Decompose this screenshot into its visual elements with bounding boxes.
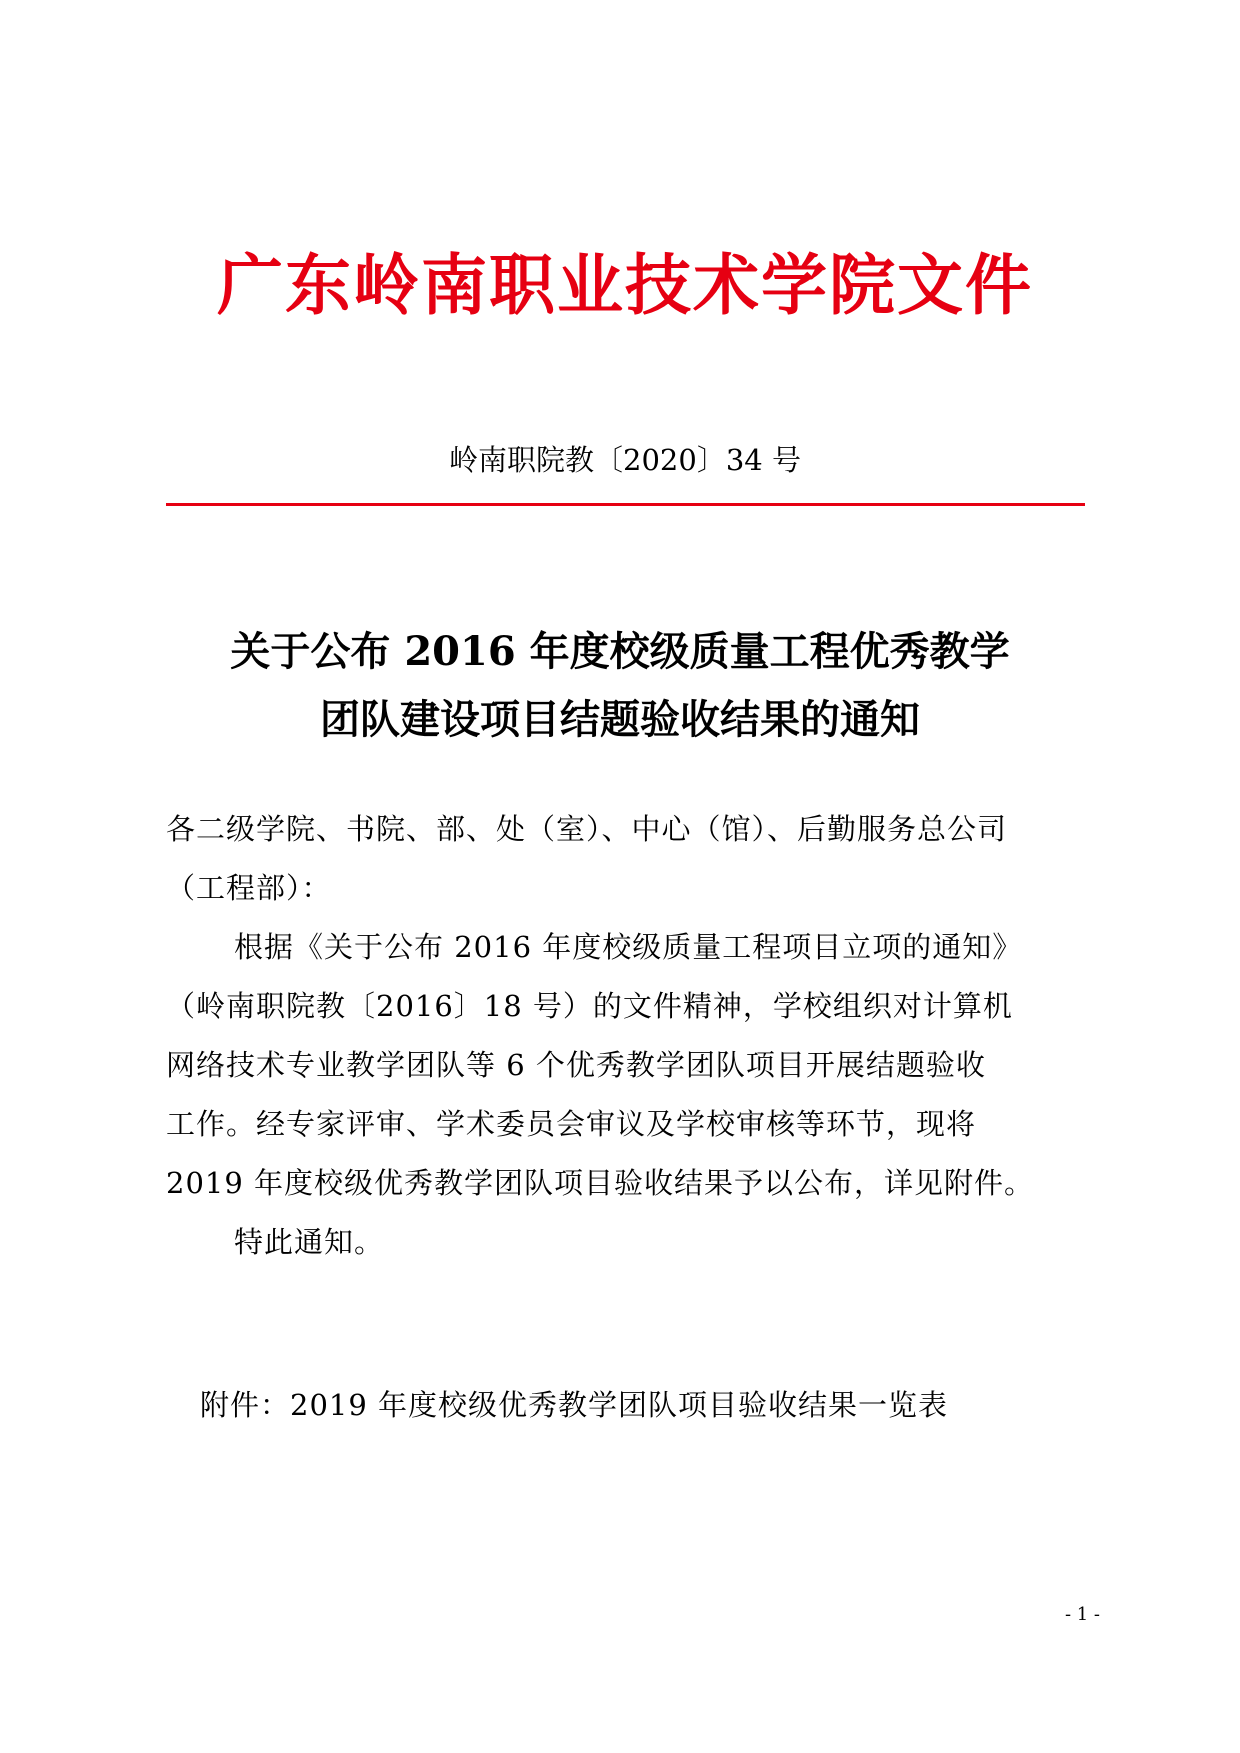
body-line-1: 根据《关于公布 2016 年度校级质量工程项目立项的通知》 [234, 930, 1023, 964]
addressee-line-1: 各二级学院、书院、部、处（室）、中心（馆）、后勤服务总公司 [166, 812, 1008, 846]
notice-title [140, 618, 1100, 754]
attachment-note: 附件：2019 年度校级优秀教学团队项目验收结果一览表 [200, 1388, 949, 1422]
page-number: - 1 - [1064, 1604, 1100, 1625]
body-line-3: 网络技术专业教学团队等 6 个优秀教学团队项目开展结题验收 [166, 1048, 986, 1082]
red-divider-line [166, 503, 1085, 506]
issuer-header: 广东岭南职业技术学院文件 [217, 246, 1033, 324]
closing-line: 特此通知。 [234, 1225, 385, 1259]
notice-title-line-1: 关于公布 2016 年度校级质量工程优秀教学 [230, 628, 1010, 675]
document-number: 岭南职院教〔2020〕34 号 [449, 443, 801, 477]
body-line-5: 2019 年度校级优秀教学团队项目验收结果予以公布，详见附件。 [166, 1166, 1035, 1200]
notice-body [166, 800, 1090, 1272]
addressee-line-2: （工程部）： [166, 871, 332, 905]
body-line-2: （岭南职院教〔2016〕18 号）的文件精神，学校组织对计算机 [166, 989, 1013, 1023]
body-line-4: 工作。经专家评审、学术委员会审议及学校审核等环节，现将 [166, 1107, 977, 1141]
notice-title-line-2: 团队建设项目结题验收结果的通知 [320, 696, 920, 743]
